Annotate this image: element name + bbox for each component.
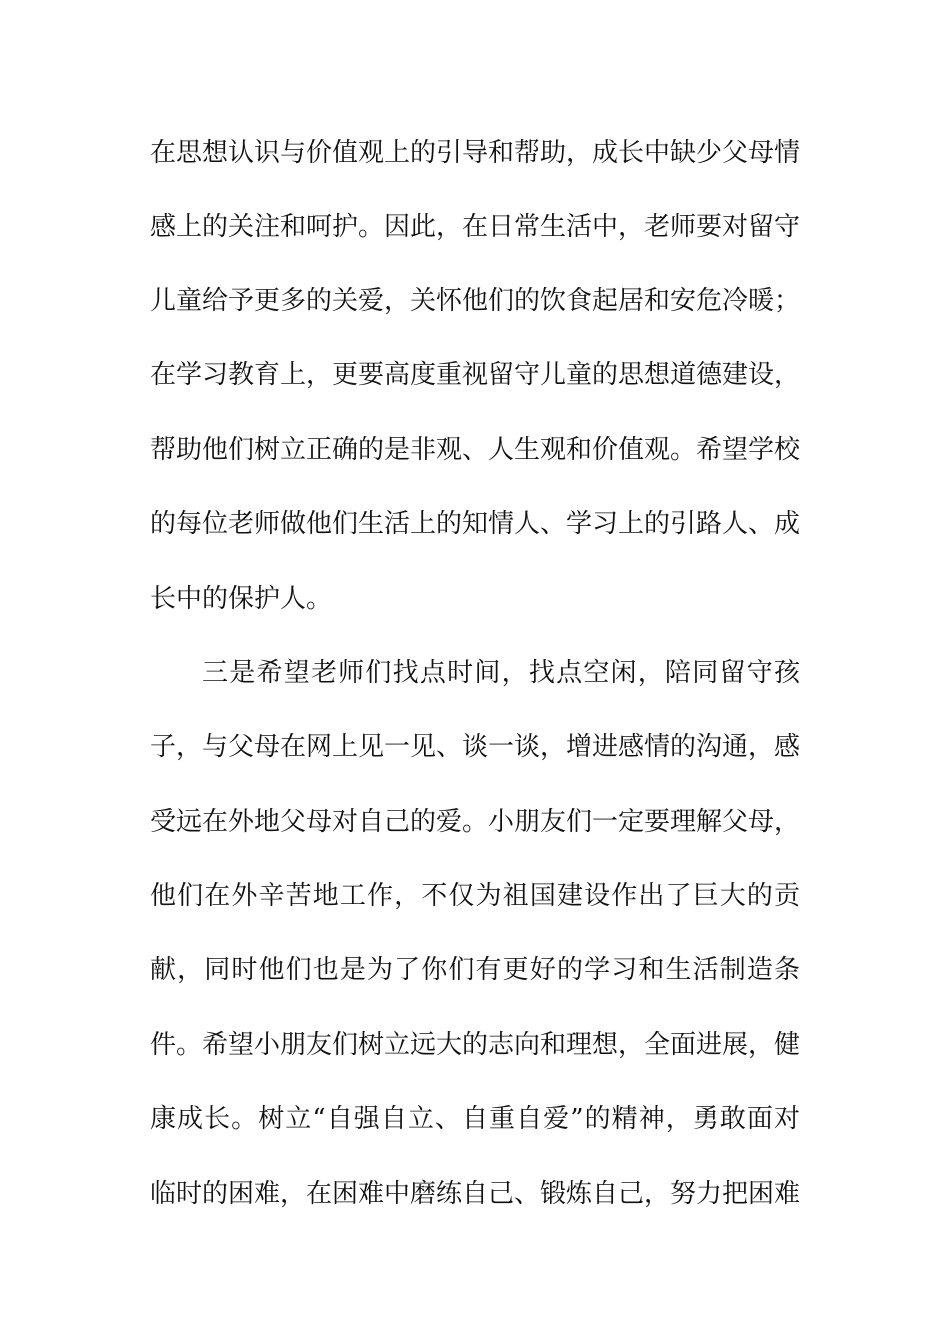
text-line-11: 他们在外辛苦地工作，不仅为祖国建设作出了巨大的贡 — [150, 881, 800, 911]
text-line-10: 受远在外地父母对自己的爱。小朋友们一定要理解父母， — [150, 807, 800, 837]
text-line-7: 长中的保护人。 — [150, 584, 333, 614]
text-line-6: 的每位老师做他们生活上的知情人、学习上的引路人、成 — [150, 509, 800, 539]
text-line-2: 感上的关注和呵护。因此，在日常生活中，老师要对留守 — [150, 212, 800, 242]
text-line-12: 献，同时他们也是为了你们有更好的学习和生活制造条 — [150, 955, 800, 985]
text-line-3: 儿童给予更多的关爱，关怀他们的饮食起居和安危冷暖； — [150, 286, 800, 316]
text-line-13: 件。希望小朋友们树立远大的志向和理想，全面进展，健 — [150, 1030, 800, 1060]
text-line-15: 临时的困难，在困难中磨练自己、锻炼自己，努力把困难 — [150, 1179, 800, 1209]
paragraph-first-line: 三是希望老师们找点时间，找点空闲，陪同留守孩 — [202, 658, 800, 688]
text-line-1: 在思想认识与价值观上的引导和帮助，成长中缺少父母情 — [150, 138, 800, 168]
text-line-5: 帮助他们树立正确的是非观、人生观和价值观。希望学校 — [150, 435, 800, 465]
text-line-4: 在学习教育上，更要高度重视留守儿童的思想道德建设， — [150, 360, 800, 390]
text-line-14: 康成长。树立“自强自立、自重自爱”的精神，勇敢面对 — [150, 1104, 800, 1134]
text-line-9: 子，与父母在网上见一见、谈一谈，增进感情的沟通，感 — [150, 732, 800, 762]
